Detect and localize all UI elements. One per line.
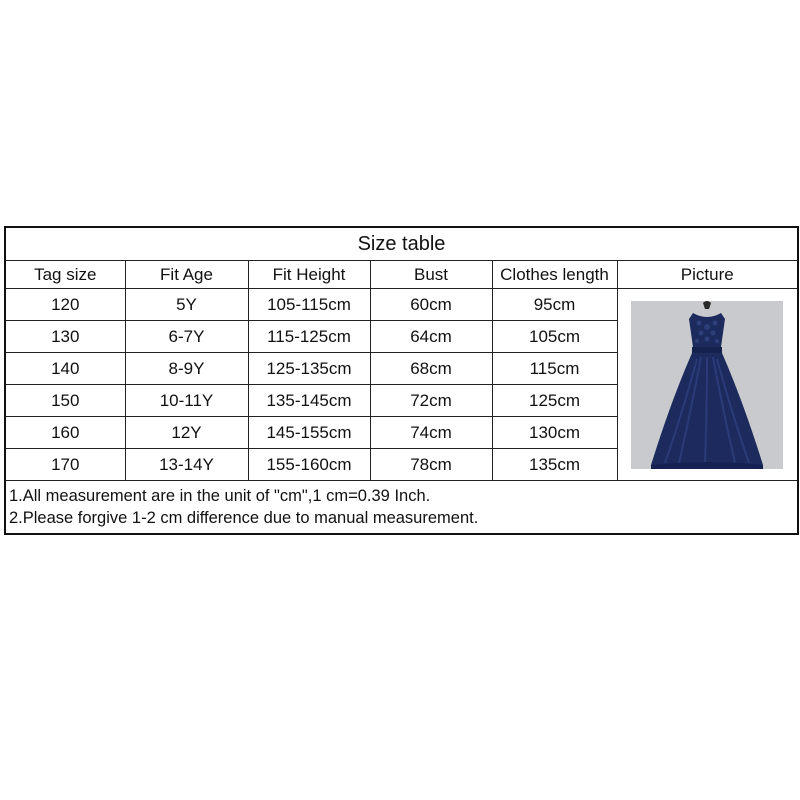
cell-tag-size: 160 (5, 417, 125, 449)
header-bust: Bust (370, 261, 492, 289)
dress-picture (631, 301, 783, 469)
cell-fit-age: 12Y (125, 417, 248, 449)
cell-clothes-length: 125cm (492, 385, 617, 417)
cell-bust: 74cm (370, 417, 492, 449)
cell-tag-size: 170 (5, 449, 125, 481)
size-table (4, 226, 799, 535)
cell-fit-age: 8-9Y (125, 353, 248, 385)
cell-clothes-length: 130cm (492, 417, 617, 449)
cell-tag-size: 140 (5, 353, 125, 385)
note-line: 1.All measurement are in the unit of "cm",1 cm=0.39 Inch. (9, 487, 431, 505)
cell-bust: 64cm (370, 321, 492, 353)
cell-fit-height: 115-125cm (248, 321, 370, 353)
cell-fit-age: 13-14Y (125, 449, 248, 481)
cell-fit-age: 6-7Y (125, 321, 248, 353)
table-title-row (5, 227, 798, 261)
dress-image (631, 301, 783, 469)
cell-bust: 68cm (370, 353, 492, 385)
cell-bust: 60cm (370, 289, 492, 321)
header-tag-size: Tag size (5, 261, 125, 289)
cell-clothes-length: 105cm (492, 321, 617, 353)
cell-fit-height: 105-115cm (248, 289, 370, 321)
table-header-row (5, 261, 798, 289)
cell-clothes-length: 115cm (492, 353, 617, 385)
cell-tag-size: 150 (5, 385, 125, 417)
note-line: 2.Please forgive 1-2 cm difference due to manual measurement. (9, 509, 479, 527)
cell-fit-height: 135-145cm (248, 385, 370, 417)
cell-fit-height: 145-155cm (248, 417, 370, 449)
cell-bust: 72cm (370, 385, 492, 417)
notes-row (5, 481, 798, 535)
table-row (5, 289, 798, 321)
dress-waistband (692, 347, 722, 353)
picture-cell (617, 289, 798, 481)
cell-fit-age: 10-11Y (125, 385, 248, 417)
cell-clothes-length: 95cm (492, 289, 617, 321)
cell-tag-size: 130 (5, 321, 125, 353)
notes-cell (5, 481, 798, 535)
cell-bust: 78cm (370, 449, 492, 481)
header-clothes-length: Clothes length (492, 261, 617, 289)
cell-fit-height: 125-135cm (248, 353, 370, 385)
cell-tag-size: 120 (5, 289, 125, 321)
table-title: Size table (5, 227, 798, 261)
cell-clothes-length: 135cm (492, 449, 617, 481)
cell-fit-age: 5Y (125, 289, 248, 321)
header-fit-height: Fit Height (248, 261, 370, 289)
cell-fit-height: 155-160cm (248, 449, 370, 481)
header-picture: Picture (617, 261, 798, 289)
header-fit-age: Fit Age (125, 261, 248, 289)
